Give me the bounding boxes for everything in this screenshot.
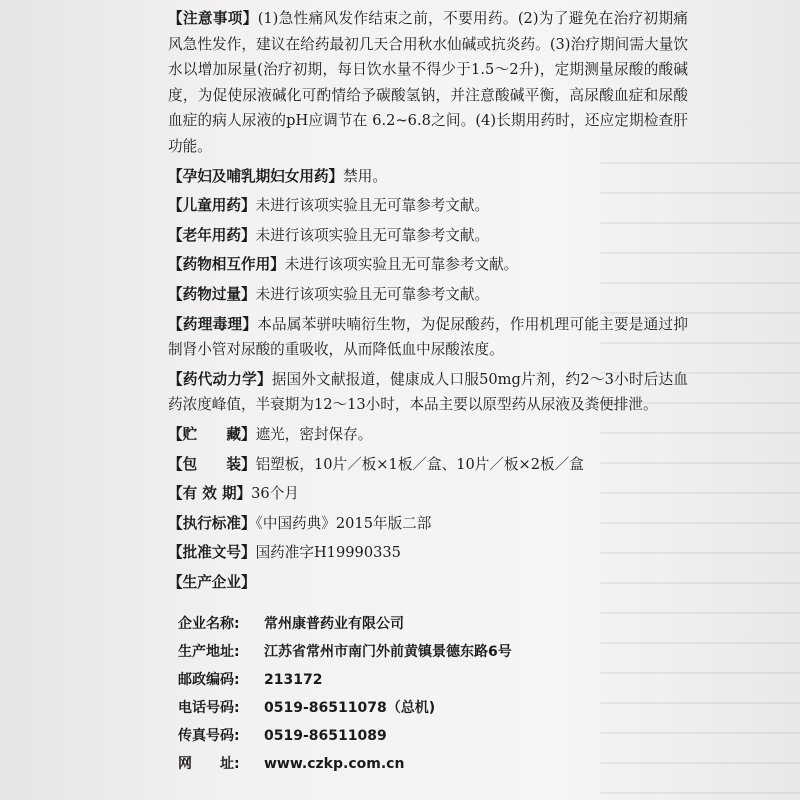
section-text: 遮光，密封保存。 xyxy=(255,425,373,443)
section-text: 铝塑板，10片／板×1板／盒、10片／板×2板／盒 xyxy=(255,455,584,473)
section-heading: 【孕妇及哺乳期妇女用药】 xyxy=(168,167,344,185)
section-text: 国药准字H19990335 xyxy=(255,544,401,562)
section-heading: 【生产企业】 xyxy=(168,573,256,591)
section-heading: 【药代动力学】 xyxy=(168,370,272,388)
section-heading: 【执行标准】 xyxy=(168,514,256,532)
section-children xyxy=(168,193,688,219)
section-interactions xyxy=(168,252,688,278)
section-heading: 【注意事项】 xyxy=(168,10,258,27)
company-phone-row xyxy=(178,694,512,722)
section-pharmacokinetics xyxy=(168,367,688,418)
section-heading: 【包 装】 xyxy=(168,455,256,473)
company-postcode-value: 213172 xyxy=(264,672,323,688)
company-address-value: 江苏省常州市南门外前黄镇景德东路6号 xyxy=(264,644,512,660)
section-heading: 【批准文号】 xyxy=(168,544,256,562)
company-name-value: 常州康普药业有限公司 xyxy=(264,616,404,632)
company-fax-row xyxy=(178,722,512,750)
company-name-label: 企业名称: xyxy=(178,616,240,632)
manufacturer-details xyxy=(178,610,512,778)
company-website-label: 网 址: xyxy=(178,756,240,772)
section-text: 据国外文献报道，健康成人口服50mg片剂，约2～3小时后达血药浓度峰值，半衰期为12～13小时，本品主要以原型药从尿液及粪便排泄。 xyxy=(168,370,688,414)
section-manufacturer xyxy=(168,570,688,596)
company-phone-label: 电话号码: xyxy=(178,700,240,716)
section-heading: 【儿童用药】 xyxy=(168,197,256,215)
section-text: 未进行该项实验且无可靠参考文献。 xyxy=(284,256,519,274)
section-overdose xyxy=(168,282,688,308)
section-storage xyxy=(168,422,688,448)
section-heading: 【贮 藏】 xyxy=(168,425,256,443)
leaflet-body xyxy=(168,6,688,595)
section-pregnancy xyxy=(168,164,688,190)
company-fax-value: 0519-86511089 xyxy=(264,728,387,744)
section-approval-number xyxy=(168,540,688,566)
company-address-row xyxy=(178,638,512,666)
section-text: 未进行该项实验且无可靠参考文献。 xyxy=(255,285,490,303)
section-heading: 【药理毒理】 xyxy=(168,315,258,333)
company-name-row xyxy=(178,610,512,638)
section-text: 《中国药典》2015年版二部 xyxy=(255,514,432,532)
section-text: 本品属苯骈呋喃衍生物，为促尿酸药，作用机理可能主要是通过抑制肾小管对尿酸的重吸收，从而降低血中尿酸浓度。 xyxy=(168,315,688,359)
company-website-value: www.czkp.com.cn xyxy=(264,756,405,772)
section-elderly xyxy=(168,223,688,249)
company-address-label: 生产地址: xyxy=(178,644,240,660)
section-pharmacology xyxy=(168,312,688,363)
section-text: 36个月 xyxy=(251,485,299,503)
company-fax-label: 传真号码: xyxy=(178,728,240,744)
section-standard xyxy=(168,511,688,537)
company-phone-value: 0519-86511078（总机) xyxy=(264,700,436,716)
company-website-row xyxy=(178,750,512,778)
section-text: 未进行该项实验且无可靠参考文献。 xyxy=(255,226,490,244)
section-text: 禁用。 xyxy=(343,167,387,185)
section-text: 未进行该项实验且无可靠参考文献。 xyxy=(255,197,490,215)
section-heading: 【老年用药】 xyxy=(168,226,256,244)
company-postcode-label: 邮政编码: xyxy=(178,672,240,688)
section-shelf-life xyxy=(168,481,688,507)
section-precautions xyxy=(168,6,688,160)
section-heading: 【药物过量】 xyxy=(168,285,256,303)
company-postcode-row xyxy=(178,666,512,694)
section-packaging xyxy=(168,452,688,478)
section-heading: 【药物相互作用】 xyxy=(168,256,285,274)
section-text: (1)急性痛风发作结束之前，不要用药。(2)为了避免在治疗初期痛风急性发作，建议在给药最初几天合用秋水仙碱或抗炎药。(3)治疗期间需大量饮水以增加尿量(治疗初期，每日饮水量不得少于1.5～2升)，定期测量尿酸的酸碱度，为促使尿液碱化可酌情给予碳酸氢钠，并注意酸碱平衡，高尿酸血症和尿酸血症的病人尿液的pH应调节在 6.2~6.8之间。(4)长期用药时，还应定期检查肝功能。 xyxy=(168,10,688,155)
section-heading: 【有 效 期】 xyxy=(168,485,252,503)
